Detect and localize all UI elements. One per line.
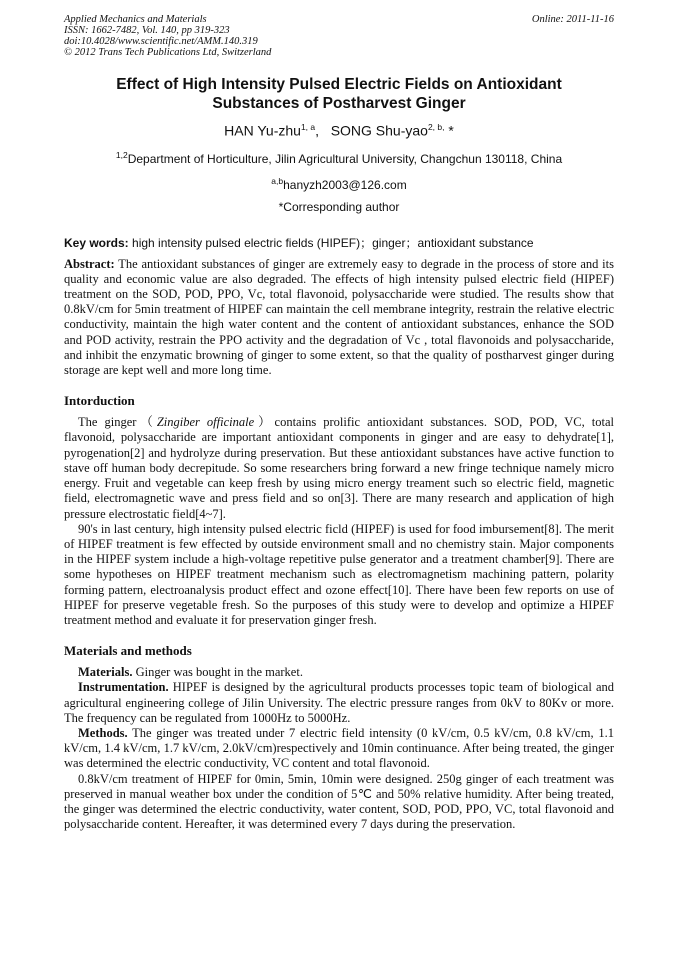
copyright-line: © 2012 Trans Tech Publications Ltd, Switzerland (64, 47, 272, 58)
paper-title (64, 75, 614, 113)
journal-name: Applied Mechanics and Materials (64, 14, 207, 25)
author-1-sup: 1, a (300, 122, 316, 132)
materials-label: Materials. (78, 665, 133, 680)
email-text: hanyzh2003@126.com (283, 177, 407, 192)
author-separator: , (315, 122, 331, 139)
materials-paragraph (64, 665, 614, 680)
email-sup: a,b (271, 175, 284, 186)
treatment-paragraph: 0.8kV/cm treatment of HIPEF for 0min, 5min, 10min were designed. 250g ginger of each treatment was preserved in manual weather box under the condition of 5℃ and 50% relative humidity. After being treated, the ginger was determined the electric conductivity, water content, SOD, POD, PPO, VC, total flavonoid and polysaccharide content. Hereafter, it was determined every 7 days during the preservation. (64, 771, 614, 832)
corresponding-author: *Corresponding author (278, 199, 400, 214)
issn-line: ISSN: 1662-7482, Vol. 140, pp 319-323 (64, 25, 230, 36)
methods-label: Methods. (78, 725, 128, 740)
keywords-text: high intensity pulsed electric fields (HIPEF)；ginger；antioxidant substance (128, 235, 534, 250)
intro-paragraph-2: 90's in last century, high intensity pulsed electric ficld (HIPEF) is used for food imbursement[8]. The merit of HIPEF treatment is few effected by outside environment small and no chemistry stain. Major components in the HIPEF system include a high-voltage repetitive pulse generator and a treatment chamber[9]. There are some hypotheses on HIPEF treatment mechanism such as electromagnetism machining pattern, polarity forming pattern, electroanalysis product effect and ozone effect[10]. There have been few reports on use of HIPEF for preserve vegetable fresh. So the purposes of this study were to develop and optimize a HIPEF treatment method and evaluate it for preservation ginger fresh. (64, 521, 614, 627)
author-list (64, 117, 614, 141)
materials-text: Ginger was bought in the market. (132, 665, 303, 680)
species-name: Zingiber officinale (156, 415, 255, 430)
methods-paragraph (64, 726, 614, 772)
methods-heading: Materials and methods (64, 643, 192, 659)
intro-paragraph-1 (64, 415, 614, 521)
title-line-1: Effect of High Intensity Pulsed Electric Fields on Antioxidant (116, 76, 562, 93)
intro-p1-start: The ginger（ (78, 415, 157, 430)
intro-p1-rest: ）contains prolific antioxidant substances. SOD, POD, VC, total flavonoid, polysaccharide are important antioxidant components in ginger and are easy to dehydrate[1], pyrogenation[2] and hydrolyze during preservation. But these antioxidant substances have active function to stave off human body decrepitude. So some researchers bring forward a new fringe technique namely micro energy. Fruit and vegetable can keep fresh by using micro energy treament such so electric field, magnetic field, electromagnetic wave and press field and so on[3]. There are many research and application of high pressure electrostatic field[4~7]. (64, 415, 614, 521)
instrumentation-label: Instrumentation. (78, 680, 169, 695)
online-date: Online: 2011-11-16 (531, 14, 614, 25)
author-2: SONG Shu-yao (330, 122, 428, 139)
methods-text: The ginger was treated under 7 electric field intensity (0 kV/cm, 0.5 kV/cm, 0.8 kV/cm, 1.1 kV/cm, 1.4 kV/cm, 1.7 kV/cm, 2.0kV/cm)respectively and 10min continuance. After being treated, the ginger was determined the electric conductivity, VC content and total flavonoid. (64, 725, 614, 771)
instrumentation-text: HIPEF is designed by the agricultural products processes topic team of biological and agricultural engineering college of Jilin University. The electric pressure ranges from 0kV to 80Kv or more. The frequency can be regulated from 1000Hz to 5000Hz. (64, 680, 614, 725)
affiliation-sup: 1,2 (115, 149, 128, 160)
abstract (64, 257, 614, 379)
keywords-label: Key words: (64, 235, 129, 250)
abstract-label: Abstract: (64, 256, 115, 271)
email (64, 173, 614, 193)
journal-header (64, 14, 614, 58)
affiliation-text: Department of Horticulture, Jilin Agricultural University, Changchun 130118, China (127, 151, 563, 166)
keywords (64, 235, 614, 251)
intro-heading: Intorduction (64, 393, 135, 409)
doi-line: doi:10.4028/www.scientific.net/AMM.140.319 (64, 36, 258, 47)
corresponding-mark: * (444, 122, 454, 139)
affiliation (64, 147, 614, 167)
title-line-2: Substances of Postharvest Ginger (212, 95, 466, 112)
instrumentation-paragraph (64, 680, 614, 726)
author-1: HAN Yu-zhu (224, 122, 301, 139)
author-2-sup: 2, b, (427, 122, 445, 132)
abstract-text: The antioxidant substances of ginger are extremely easy to degrade in the process of store and its quality and economic value are also degraded. The effects of high intensity pulsed electric field (HIPEF) treatment on the SOD, POD, PPO, Vc, total flavonoid, polysaccharide were studied. The results show that 0.8kV/cm for 5min treatment of HIPEF can maintain the cell membrane integrity, restrain the relative electric conductivity, maintain the high water content and the content of antioxidant substances, enhance the SOD and POD activity, restrain the PPO activity and the degradation of Vc , total flavonoids and polysaccharide, and inhibit the enzymatic browning of ginger to some extent, so that the quality of postharvest ginger during storage are kept well and more long time. (64, 256, 614, 378)
